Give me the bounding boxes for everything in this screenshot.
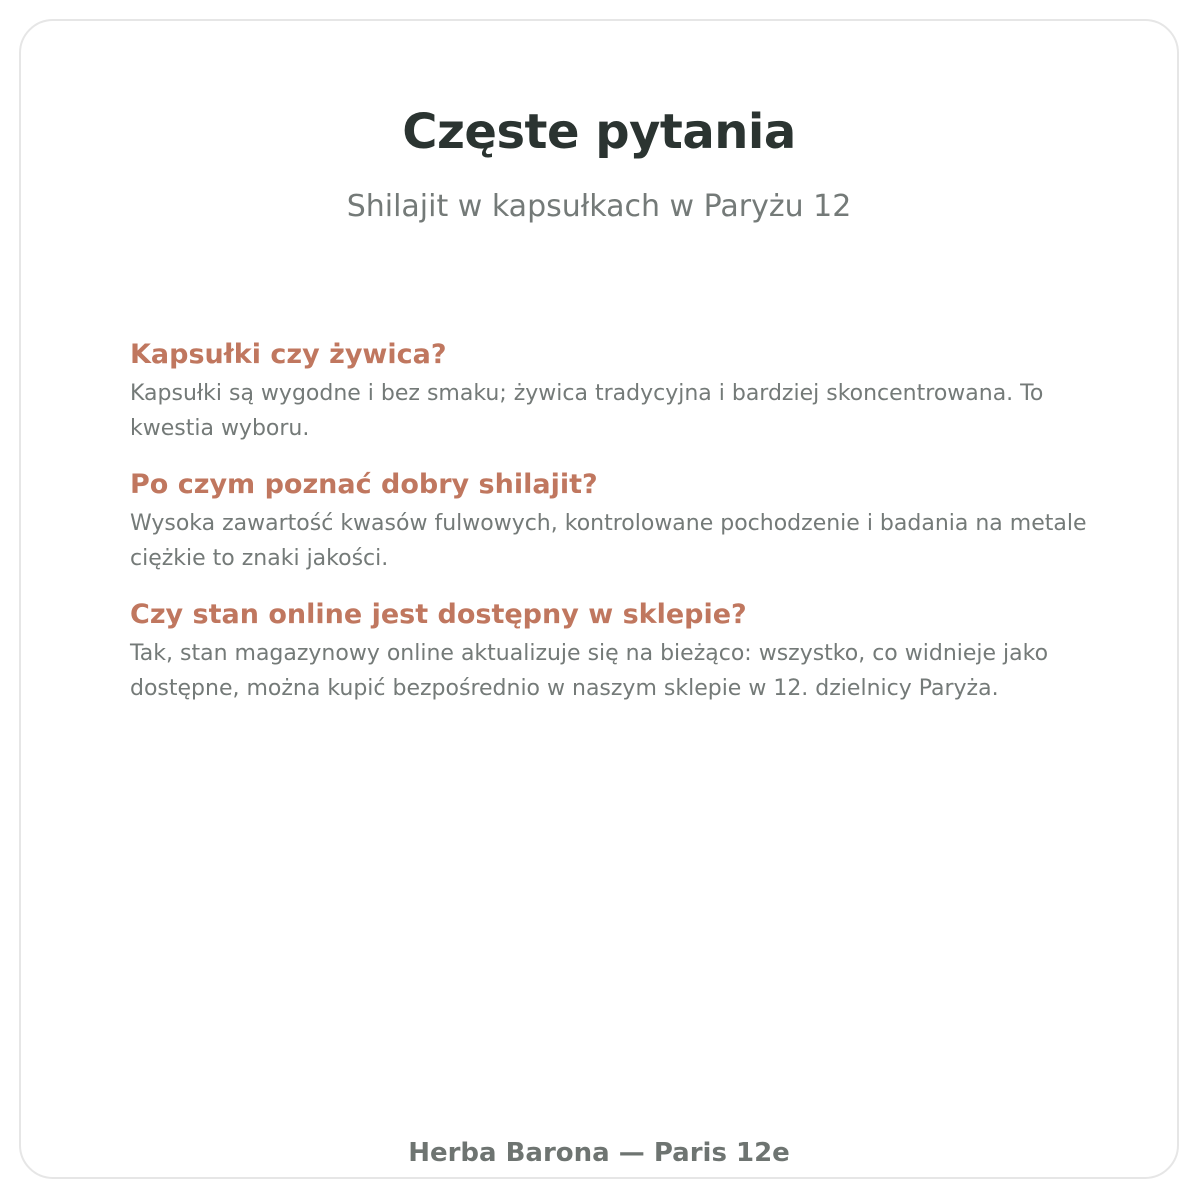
faq-question: Czy stan online jest dostępny w sklepie? [130,599,747,630]
faq-card [19,19,1179,1179]
faq-item [130,334,1130,446]
faq-list [130,334,1130,724]
faq-item [130,594,1130,706]
faq-answer: Wysoka zawartość kwasów fulwowych, kontrolowane pochodzenie i badania na metale ciężkie to znaki jakości. [130,511,1087,571]
faq-question: Kapsułki czy żywica? [130,339,447,370]
faq-question: Po czym poznać dobry shilajit? [130,469,598,500]
page-title: Częste pytania [402,104,796,160]
page-subtitle: Shilajit w kapsułkach w Paryżu 12 [346,189,852,224]
footer-brand: Herba Barona — Paris 12e [408,1138,790,1168]
faq-item [130,464,1130,576]
faq-answer: Kapsułki są wygodne i bez smaku; żywica tradycyjna i bardziej skoncentrowana. To kwestia wyboru. [130,381,1044,441]
faq-answer: Tak, stan magazynowy online aktualizuje się na bieżąco: wszystko, co widnieje jako dostępne, można kupić bezpośrednio w naszym sklepie w 12. dzielnicy Paryża. [130,641,1049,701]
